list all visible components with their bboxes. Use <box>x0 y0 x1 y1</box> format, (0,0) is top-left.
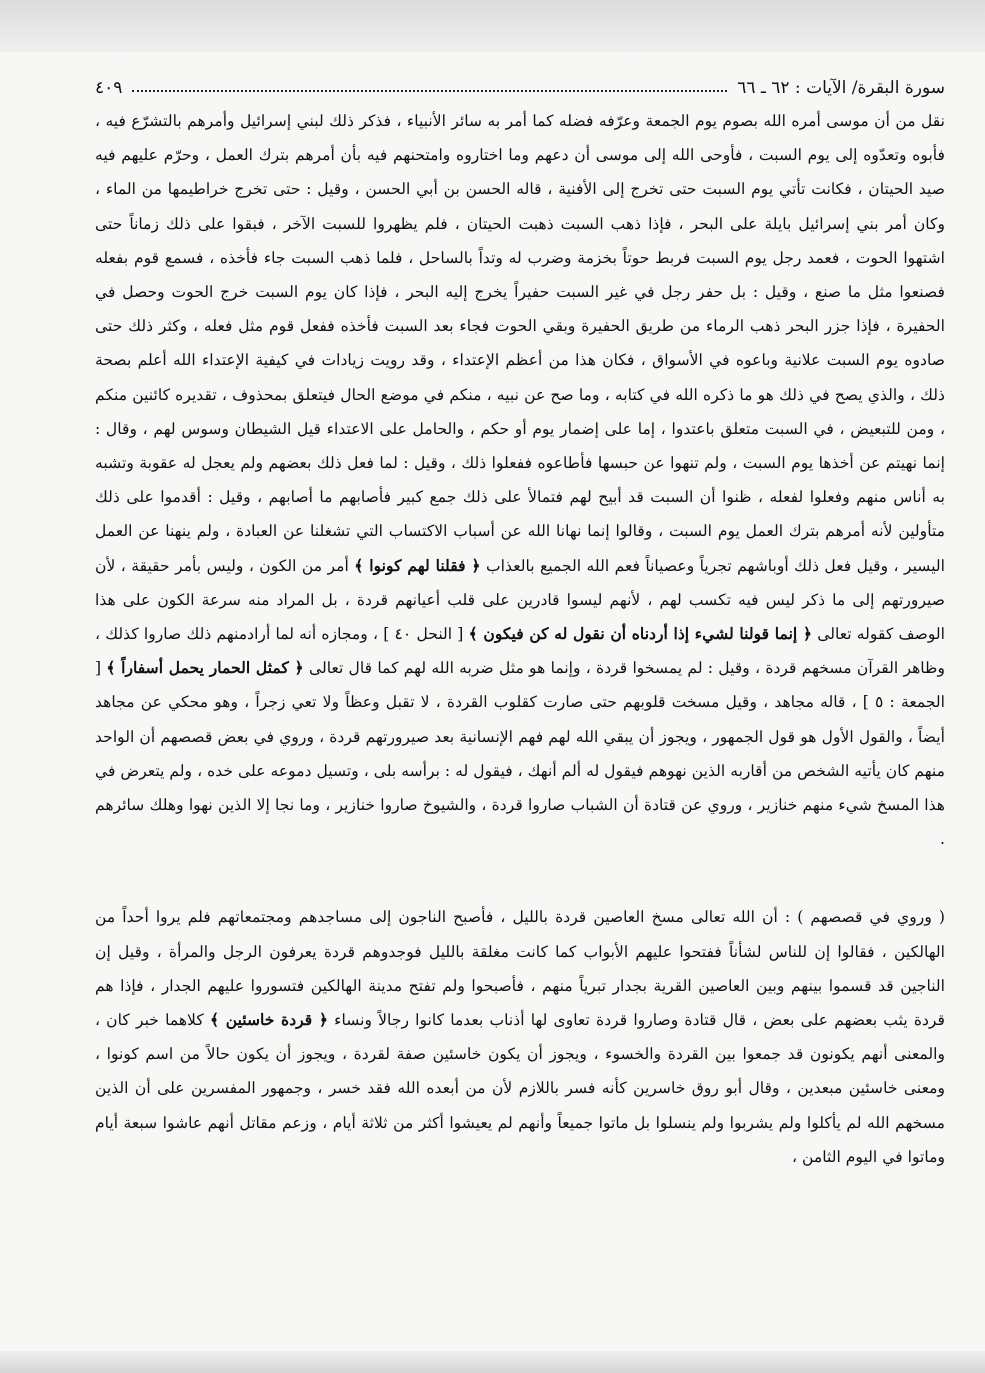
p2-quran-quote-1: ﴿ قردة خاسئين ﴾ <box>209 1010 328 1030</box>
p1-quran-quote-1: ﴿ فقلنا لهم كونوا ﴾ <box>354 555 481 575</box>
p1-quran-quote-2: ﴿ إنما قولنا لشيء إذا أردناه أن نقول له كن فيكون ﴾ <box>468 624 813 644</box>
scan-top-edge <box>0 0 985 52</box>
scan-bottom-edge <box>0 1351 985 1373</box>
paragraph-2 <box>95 900 945 1174</box>
p2-text-2: كلاهما خبر كان ، والمعنى أنهم يكونون قد جمعوا بين القردة والخسوء ، ويجوز أن يكون خاسئين صفة لقردة ، ويجوز أن يكون حالاً من اسم كونوا ، ومعنى خاسئين مبعدين ، وقال أبو روق خاسرين كأنه فسر باللازم لأن من أبعده الله فقد خسر ، وجمهور المفسرين على أن الذين مسخهم الله لم يأكلوا ولم يشربوا ولم ينسلوا بل ماتوا جميعاً وأنهم لم يعيشوا أكثر من ثلاثة أيام ، وزعم مقاتل أنهم عاشوا سبعة أيام وماتوا في اليوم الثامن ، <box>95 1011 946 1166</box>
p1-quran-quote-3: ﴿ كمثل الحمار يحمل أسفاراً ﴾ <box>106 658 304 678</box>
page-number: ٤٠٩ <box>95 78 123 98</box>
page-body <box>95 104 945 1174</box>
p1-text-3: [ النحل ٤٠ ] ، ومجازه أنه لما أرادمنهم ذلك صاروا كذلك ، وظاهر القرآن مسخهم قردة ، وقيل : لم يمسخوا قردة ، وإنما هو مثل ضربه الله لهم كما قال تعالى <box>95 625 945 678</box>
page-header <box>95 68 945 98</box>
page <box>95 68 945 1174</box>
p1-text-4: [ الجمعة : ٥ ] ، قاله مجاهد ، وقيل مسخت قلوبهم حتى صارت كقلوب القردة ، لا تقبل وعظاً ولا تعي زجراً ، وهو محكي عن مجاهد أيضاً ، والقول الأول هو قول الجمهور ، ويجوز أن يبقي الله لهم فهم الإنسانية بعد صيرورتهم قردة ، وروي في بعض قصصهم أن الواحد منهم كان يأتيه الشخص من أقاربه الذين نهوهم فيقول له ألم أنهك ، فيقول له : برأسه بلى ، وتسيل دموعه على خده ، ولم يتعرض في هذا المسخ شيء منهم خنازير ، وروي عن قتادة أن الشباب صاروا قردة ، والشيوخ صاروا خنازير ، وما نجا إلا الذين نهوا وهلك سائرهم . <box>95 659 946 849</box>
p1-text-1: نقل من أن موسى أمره الله بصوم يوم الجمعة وعرّفه فضله كما أمر به سائر الأنبياء ، فذكر ذلك لبني إسرائيل وأمرهم بالتشرّع فيه ، فأبوه وتعدّوه إلى يوم السبت ، فأوحى الله إلى موسى أن دعهم وما اختاروه وامتحنهم فيه بأن أمرهم بترك العمل ، وحرّم عليهم فيه صيد الحيتان ، فكانت تأتي يوم السبت حتى تخرج إلى الأفنية ، قاله الحسن بن أبي الحسن ، وقيل : حتى تخرج خراطيمها من الماء ، وكان أمر بني إسرائيل بايلة على البحر ، فإذا ذهب السبت ذهبت الحيتان ، فلم يظهروا للسبت الآخر ، فبقوا على ذلك زماناً حتى اشتهوا الحوت ، فعمد رجل يوم السبت فربط حوتاً بخزمة وضرب له وتداً بالساحل ، فلما ذهب السبت جاء فأخذه ، فسمع قوم بفعله فصنعوا مثل ما صنع ، وقيل : بل حفر رجل في غير السبت حفيراً يخرج إليه البحر ، فإذا كان يوم السبت خرج الحوت وحصل في الحفيرة ، فإذا جزر البحر ذهب الرماء من طريق الحفيرة وبقي الحوت فجاء بعد السبت فأخذه ففعل قوم مثل فعله ، وكثر ذلك حتى صادوه يوم السبت علانية وباعوه في الأسواق ، فكان هذا من أعظم الإعتداء ، وقد رويت زيادات في كيفية الإعتداء الله أعلم بصحة ذلك ، والذي يصح في ذلك هو ما ذكره الله في كتابه ، وما صح عن نبيه ، منكم في موضع الحال فيتعلق بمحذوف ، تقديره كائنين منكم ، ومن للتبعيض ، في السبت متعلق باعتدوا ، إما على إضمار يوم أو حكم ، والحامل على الاعتداء قيل الشيطان وسوس لهم ، وقال : إنما نهيتم عن أخذها يوم السبت ، ولم تنهوا عن حبسها فأطاعوه ففعلوا ذلك ، وقيل : لما فعل ذلك بعضهم ولم يعجل له عقوبة وتشبه به أناس منهم وفعلوا لفعله ، ظنوا أن السبت قد أبيح لهم فتمالأ على ذلك جمع كبير فأصابهم ما أصابهم ، وقيل : أقدموا على ذلك متأولين لأنه أمرهم بترك العمل يوم السبت ، وقالوا إنما نهانا الله عن أسباب الاكتساب التي تشغلنا عن العبادة ، ولم ينهنا عن العمل اليسير ، وقيل فعل ذلك أوباشهم تجرياً وعصياناً فعم الله الجميع بالعذاب <box>95 112 946 575</box>
paragraph-gap <box>95 856 945 900</box>
dotted-leader <box>132 90 727 92</box>
p2-text-1: ( وروي في قصصهم ) : أن الله تعالى مسخ العاصين قردة بالليل ، فأصبح الناجون إلى مساجدهم ومجتمعاتهم فلم يروا أحداً من الهالكين ، فقالوا إن للناس لشأناً ففتحوا عليهم الأبواب كما كانت مغلقة بالليل فوجدوهم قردة يعرفون الرجل والمرأة ، وقيل إن الناجين قد قسموا بينهم وبين العاصين القرية بجدار تبرياً منهم ، فأصبحوا ولم تفتح مدينة الهالكين فتسوروا عليهم الجدار ، فإذا هم قردة يثب بعضهم على بعض ، قال قتادة وصاروا قردة تعاوى لها أذناب بعدما كانوا رجالاً ونساء <box>95 908 945 1030</box>
paragraph-1 <box>95 104 945 856</box>
running-title: سورة البقرة/ الآيات : ٦٢ ـ ٦٦ <box>737 78 945 98</box>
p1-text-2: أمر من الكون ، وليس بأمر حقيقة ، لأن صيرورتهم إلى ما ذكر ليس فيه تكسب لهم ، لأنهم ليسوا قادرين على قلب أعيانهم قردة ، بل المراد منه سرعة الكون على هذا الوصف كقوله تعالى <box>95 556 945 644</box>
